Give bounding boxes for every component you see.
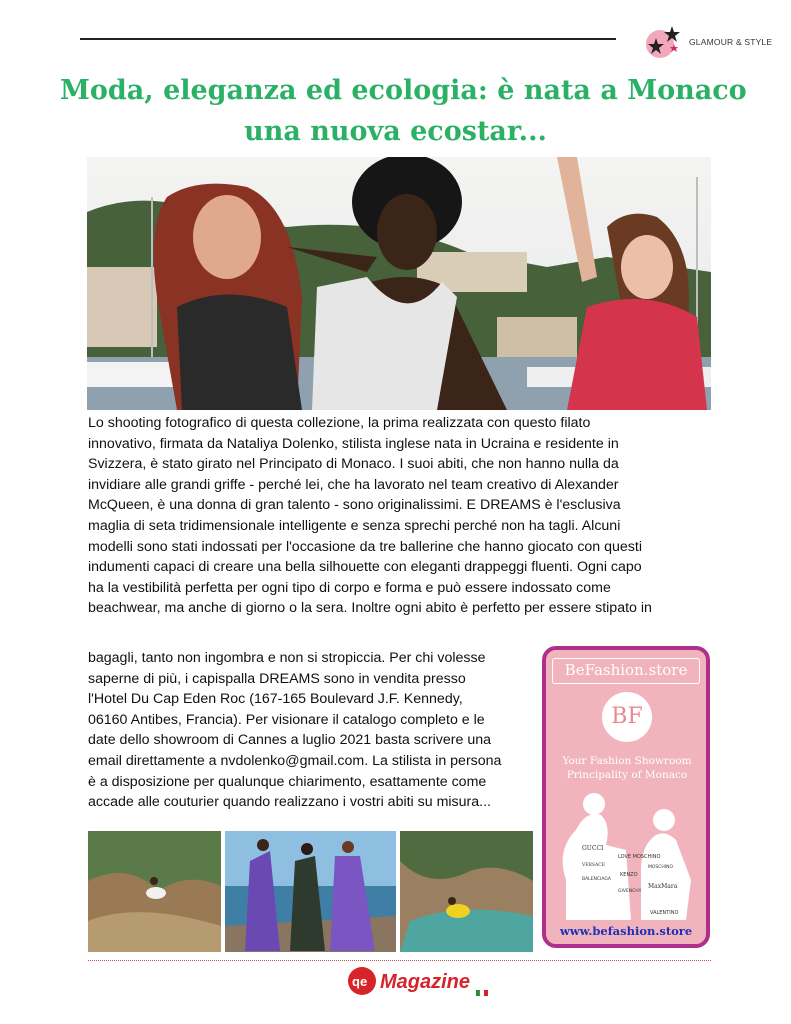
article-line: indumenti capaci di creare una bella silhouette con eleganti drappeggi fluenti. Ogni capo	[88, 559, 642, 576]
headline-line-2: una nuova ecostar...	[244, 116, 547, 147]
footer-divider	[88, 960, 711, 961]
article-body-full-width	[88, 413, 712, 619]
photo-two-dancers-sea	[225, 831, 396, 952]
brand-logo: VERSACE	[582, 863, 605, 868]
brand-collage-image	[546, 790, 706, 920]
section-label: GLAMOUR & STYLE	[689, 37, 773, 47]
article-line: bagagli, tanto non ingombra e non si stropiccia. Per chi volesse	[88, 650, 486, 666]
article-line: email direttamente a nvdolenko@gmail.com. La stilista in persona	[88, 752, 502, 769]
article-line: date dello showroom di Cannes a luglio 2021 basta scrivere una	[88, 732, 492, 749]
article-line: saperne di più, i capispalla DREAMS sono in vendita presso	[88, 670, 466, 687]
article-line: innovativo, firmata da Nataliya Dolenko, stilista inglese nata in Ucraina e residente in	[88, 435, 619, 452]
brand-logo: GUCCI	[582, 845, 604, 852]
magazine-logo	[346, 966, 490, 1000]
bf-logo: BF	[602, 692, 652, 742]
article-line: Lo shooting fotografico di questa collezione, la prima realizzata con questo filato	[88, 415, 591, 431]
photo-rocks-dancer	[88, 831, 221, 952]
headline	[60, 70, 747, 152]
top-rule	[80, 38, 616, 40]
ad-tagline	[552, 754, 702, 782]
article-line: l'Hotel Du Cap Eden Roc (167-165 Boulevard J.F. Kennedy,	[88, 691, 463, 708]
article-line: 06160 Antibes, Francia). Per visionare il catalogo completo e le	[88, 711, 485, 728]
article-line: McQueen, è una donna di gran talento - sono originalissimi. E DREAMS è l'esclusiva	[88, 497, 621, 514]
brand-logo: KENZO	[620, 872, 638, 878]
magazine-logo-text: Magazine	[380, 971, 471, 993]
brand-logo: GIVENCHY	[618, 889, 642, 894]
article-line: Svizzera, è stato girato nel Principato di Monaco. I suoi abiti, che non hanno nulla da	[88, 456, 619, 473]
brand-logo: MaxMara	[648, 883, 678, 890]
article-line: beachwear, ma anche di giorno o la sera. Inoltre ogni abito è perfetto per essere stipato in	[88, 600, 652, 617]
brand-logo: BALENCIAGA	[582, 877, 611, 882]
article-line: è a disposizione per qualunque chiarimento, esattamente come	[88, 773, 487, 790]
headline-line-1: Moda, eleganza ed ecologia: è nata a Monaco	[60, 75, 747, 106]
brand-logo: VALENTINO	[650, 910, 679, 916]
article-line: accade alle couturier quando realizzano i vostri abiti su misura...	[88, 794, 491, 811]
brand-logo: MOSCHINO	[648, 865, 674, 870]
ad-tagline-line-2: Principality of Monaco	[566, 769, 688, 781]
svg-text:qe: qe	[352, 974, 368, 989]
article-line: modelli sono stati indossati per l'occasione da tre ballerine che hanno giocato con questi	[88, 538, 642, 555]
article-line: maglia di seta tridimensionale intelligente e senza sprechi perché non ha tagli. Alcuni	[88, 517, 621, 534]
article-body-narrow	[88, 648, 540, 813]
ad-title: BeFashion.store	[552, 658, 700, 684]
hero-photo	[87, 157, 711, 410]
article-line: ha la vestibilità perfetta per ogni tipo di corpo e forma e può essere indossato come	[88, 579, 611, 596]
ad-tagline-line-1: Your Fashion Showroom	[562, 755, 692, 767]
befashion-ad[interactable]	[542, 646, 710, 948]
brand-logo: LOVE MOSCHINO	[618, 854, 661, 860]
photo-dancer-water	[400, 831, 533, 952]
ad-url-link[interactable]: www.befashion.store	[559, 924, 693, 938]
article-line: invidiare alle grandi griffe - perché lei, che ha lavorato nel team creativo di Alexander	[88, 476, 619, 493]
stars-icon	[642, 24, 682, 60]
